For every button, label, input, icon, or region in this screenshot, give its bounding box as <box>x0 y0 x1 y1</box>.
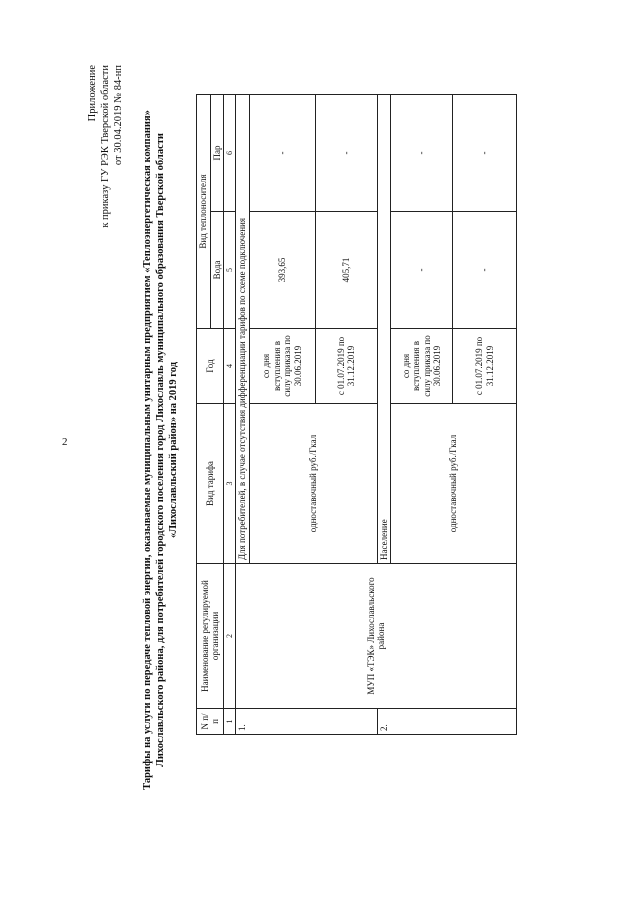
column-number: 4 <box>224 329 236 404</box>
page-number: 2 <box>62 436 68 448</box>
title-line-2: Лихославльского района, для потребителей городского поселения город Лихославль муниципального образования Тверской области <box>155 133 166 767</box>
steam-value: - <box>453 94 517 211</box>
group-label: Население <box>377 94 391 563</box>
tariff-type: одноставочный руб./Гкал <box>391 404 517 564</box>
appendix-note <box>86 65 125 228</box>
row-number: 1. <box>236 709 378 735</box>
rotated-page-content <box>46 35 586 855</box>
header-tariff-type: Вид тарифа <box>197 404 224 564</box>
steam-value: - <box>249 94 315 211</box>
period: со дня вступления в силу приказа по 30.06.2019 <box>249 329 315 404</box>
steam-value: - <box>315 94 377 211</box>
group-label: Для потребителей, в случае отсутствия дифференциации тарифов по схеме подключения <box>236 94 250 563</box>
tariff-table <box>196 94 517 735</box>
title-line-1: Тарифы на услуги по передаче тепловой энергии, оказываемые муниципальным унитарным предприятием «Теплоэнергетическая компания» <box>142 110 153 790</box>
column-number: 5 <box>224 212 236 329</box>
header-year: Год <box>197 329 224 404</box>
header-organization: Наименование регулируемой организации <box>197 564 224 709</box>
row-number: 2. <box>377 709 517 735</box>
title-line-3: «Лихославльский район» на 2019 год <box>168 361 179 539</box>
header-steam: Пар <box>210 94 224 211</box>
column-number: 1 <box>224 709 236 735</box>
period: с 01.07.2019 по 31.12.2019 <box>315 329 377 404</box>
document-title <box>141 85 180 815</box>
period: с 01.07.2019 по 31.12.2019 <box>453 329 517 404</box>
tariff-type: одноставочный руб./Гкал <box>249 404 377 564</box>
water-value: 405,71 <box>315 212 377 329</box>
column-number: 2 <box>224 564 236 709</box>
header-num: N п/п <box>197 709 224 735</box>
appendix-line-3: от 30.04.2019 № 84-нп <box>113 65 124 166</box>
period: со дня вступления в силу приказа по 30.06.2019 <box>391 329 453 404</box>
column-number: 6 <box>224 94 236 211</box>
header-water: Вода <box>210 212 224 329</box>
organization-name: МУП «ТЭК» Лихославльского района <box>236 564 517 709</box>
header-carrier: Вид теплоносителя <box>197 94 211 328</box>
column-number: 3 <box>224 404 236 564</box>
steam-value: - <box>391 94 453 211</box>
appendix-line-1: Приложение <box>87 65 98 122</box>
water-value: 393,65 <box>249 212 315 329</box>
appendix-line-2: к приказу ГУ РЭК Тверской области <box>100 65 111 228</box>
water-value: - <box>453 212 517 329</box>
water-value: - <box>391 212 453 329</box>
